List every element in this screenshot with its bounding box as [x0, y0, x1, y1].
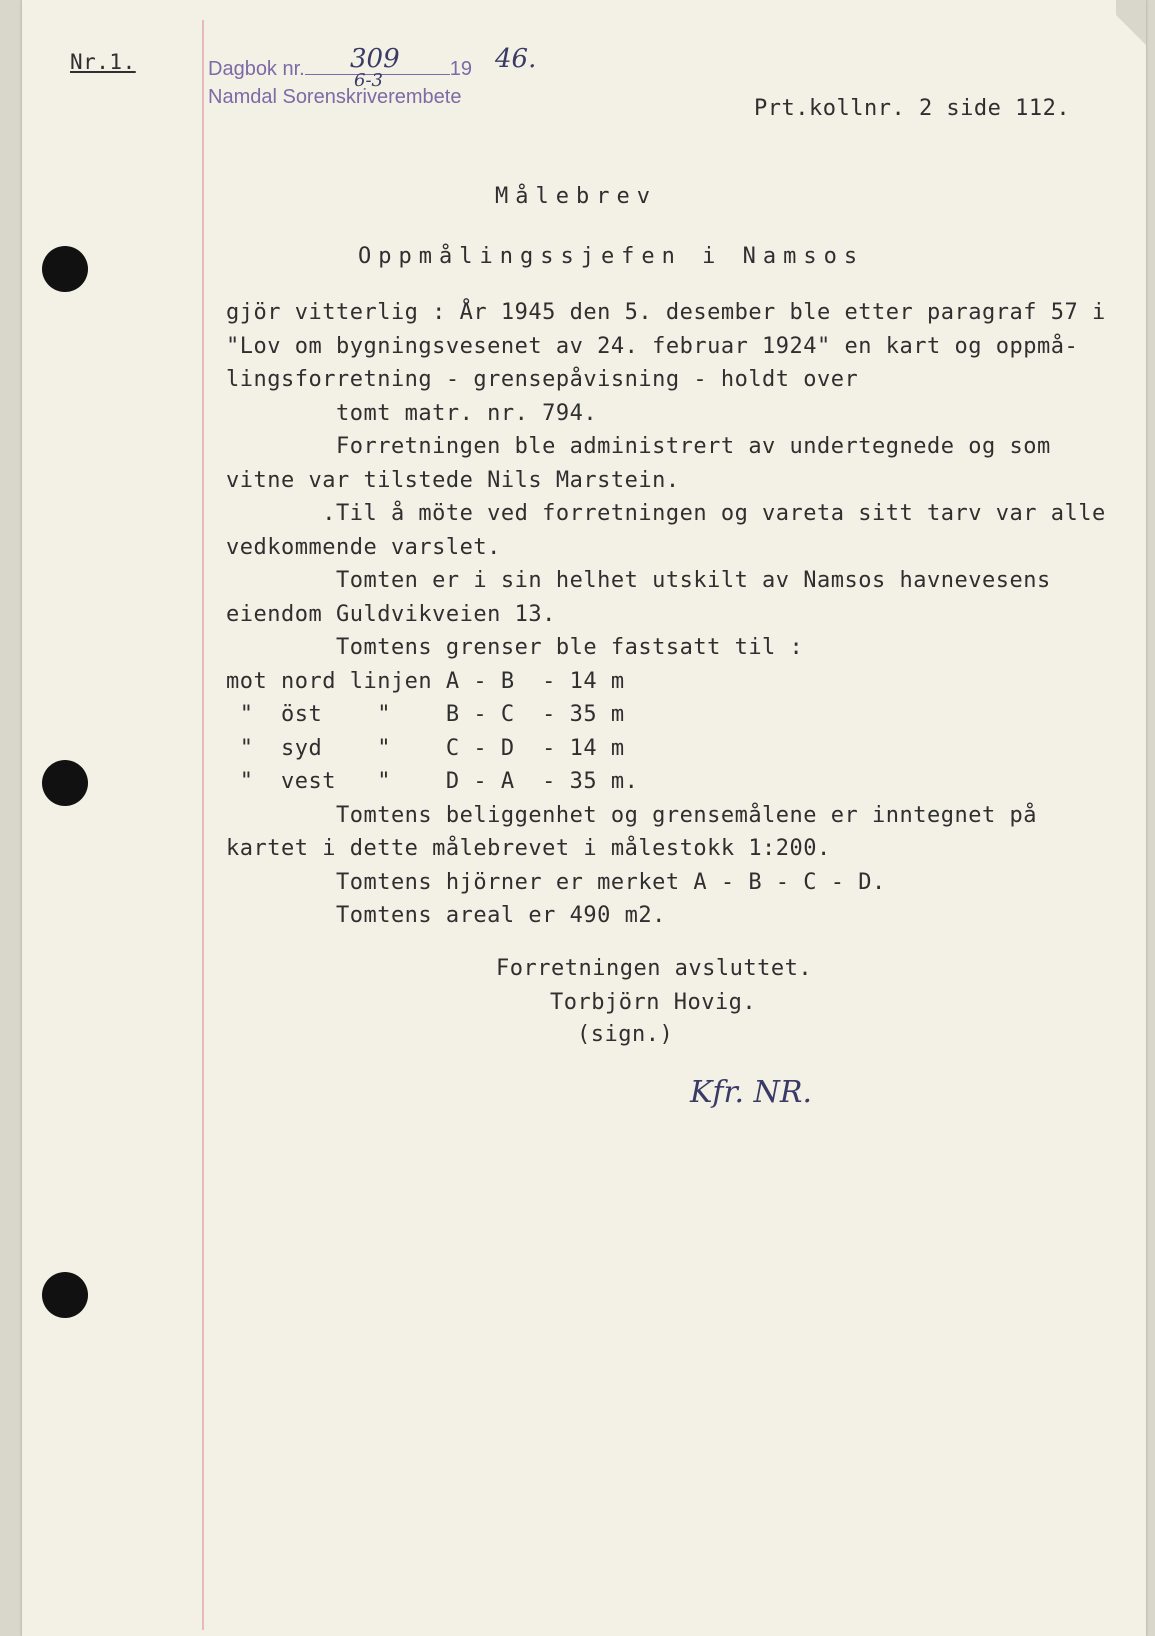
body-line: eiendom Guldvikveien 13.: [226, 601, 556, 627]
dagbok-date: 6-3: [354, 70, 383, 91]
document-subtitle: Oppmålingssjefen i Namsos: [358, 244, 865, 269]
body-line: .Til å möte ved forretningen og vareta sitt tarv var alle: [226, 501, 1106, 526]
document-body: [226, 296, 1106, 933]
boundary-east: " öst " B - C - 35 m: [226, 702, 625, 727]
protocol-reference: Prt.kollnr. 2 side 112.: [754, 96, 1071, 121]
handwritten-initials: Kfr. NR.: [690, 1075, 813, 1110]
body-line: vedkommende varslet.: [226, 534, 501, 560]
body-line: lingsforretning - grensepåvisning - holdt over: [226, 367, 859, 392]
body-line: gjör vitterlig : År 1945 den 5. desember ble etter paragraf 57 i: [226, 300, 1106, 325]
office-stamp: Namdal Sorenskriverembete: [208, 86, 462, 108]
dagbok-number: 309: [350, 44, 400, 74]
closing-line: Forretningen avsluttet.: [496, 956, 813, 981]
signature-note: (sign.): [577, 1022, 674, 1047]
punch-hole: [42, 1272, 88, 1318]
boundary-north: mot nord linjen A - B - 14 m: [226, 668, 625, 694]
body-line: Tomten er i sin helhet utskilt av Namsos havnevesens: [226, 568, 1051, 593]
body-line: Tomtens hjörner er merket A - B - C - D.: [226, 869, 886, 895]
punch-hole: [42, 760, 88, 806]
dagbok-year: 46.: [495, 44, 537, 74]
body-line: tomt matr. nr. 794.: [226, 400, 598, 426]
body-line: Forretningen ble administrert av undertegnede og som: [226, 434, 1051, 459]
document-number: Nr.1.: [70, 50, 136, 74]
boundary-south: " syd " C - D - 14 m: [226, 735, 625, 761]
document-title: Målebrev: [495, 184, 657, 209]
margin-line: [202, 20, 204, 1630]
body-line: Tomtens areal er 490 m2.: [226, 903, 666, 928]
body-line: "Lov om bygningsvesenet av 24. februar 1924" en kart og oppmå-: [226, 333, 1079, 359]
folded-corner: [1116, 0, 1146, 60]
body-line: vitne var tilstede Nils Marstein.: [226, 467, 680, 493]
dagbok-year-prefix: 19: [449, 58, 472, 80]
body-line: Tomtens grenser ble fastsatt til :: [226, 635, 804, 660]
punch-hole: [42, 246, 88, 292]
dagbok-stamp: [208, 56, 472, 81]
boundary-west: " vest " D - A - 35 m.: [226, 769, 639, 794]
body-line: kartet i dette målebrevet i målestokk 1:200.: [226, 836, 831, 861]
dagbok-label: Dagbok nr.: [208, 58, 305, 80]
body-line: Tomtens beliggenhet og grensemålene er inntegnet på: [226, 802, 1037, 828]
signer-name: Torbjörn Hovig.: [550, 990, 757, 1015]
document-page: [22, 0, 1146, 1636]
